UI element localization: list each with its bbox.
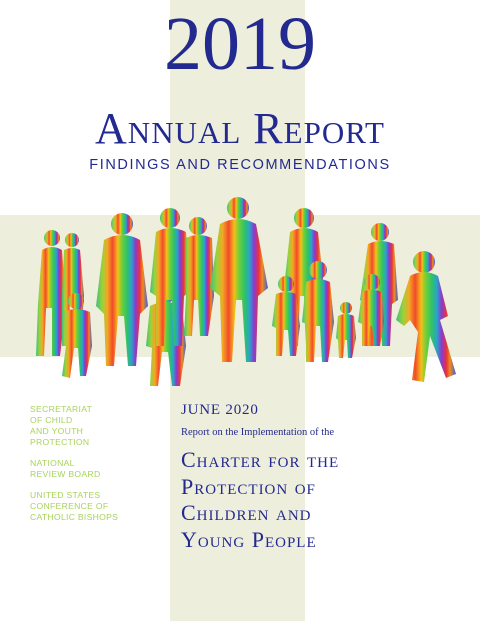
- report-subtitle: FINDINGS AND RECOMMENDATIONS: [89, 157, 391, 173]
- rainbow-family-silhouettes-icon: [0, 196, 480, 396]
- report-description: Report on the Implementation of the: [181, 427, 335, 438]
- author-line: CATHOLIC BISHOPS: [30, 512, 119, 522]
- charter-line: Charter for the: [181, 447, 340, 472]
- author-line: UNITED STATES: [30, 490, 101, 500]
- author-line: OF CHILD: [30, 415, 73, 425]
- author-secretariat: [30, 404, 170, 448]
- report-year: 2019: [164, 2, 316, 86]
- author-line: CONFERENCE OF: [30, 501, 109, 511]
- report-title: Annual Report: [95, 104, 385, 153]
- author-line: SECRETARIAT: [30, 404, 93, 414]
- author-line: NATIONAL: [30, 458, 75, 468]
- author-list: [30, 404, 170, 533]
- report-date: JUNE 2020: [181, 402, 259, 418]
- charter-title: [181, 447, 476, 553]
- charter-line: Young People: [181, 526, 317, 552]
- author-line: REVIEW BOARD: [30, 469, 101, 479]
- charter-line: Protection of: [181, 473, 316, 499]
- author-line: PROTECTION: [30, 437, 90, 447]
- charter-line: Children and: [181, 500, 312, 525]
- author-conference: [30, 490, 170, 523]
- author-line: AND YOUTH: [30, 426, 84, 436]
- author-board: [30, 458, 170, 480]
